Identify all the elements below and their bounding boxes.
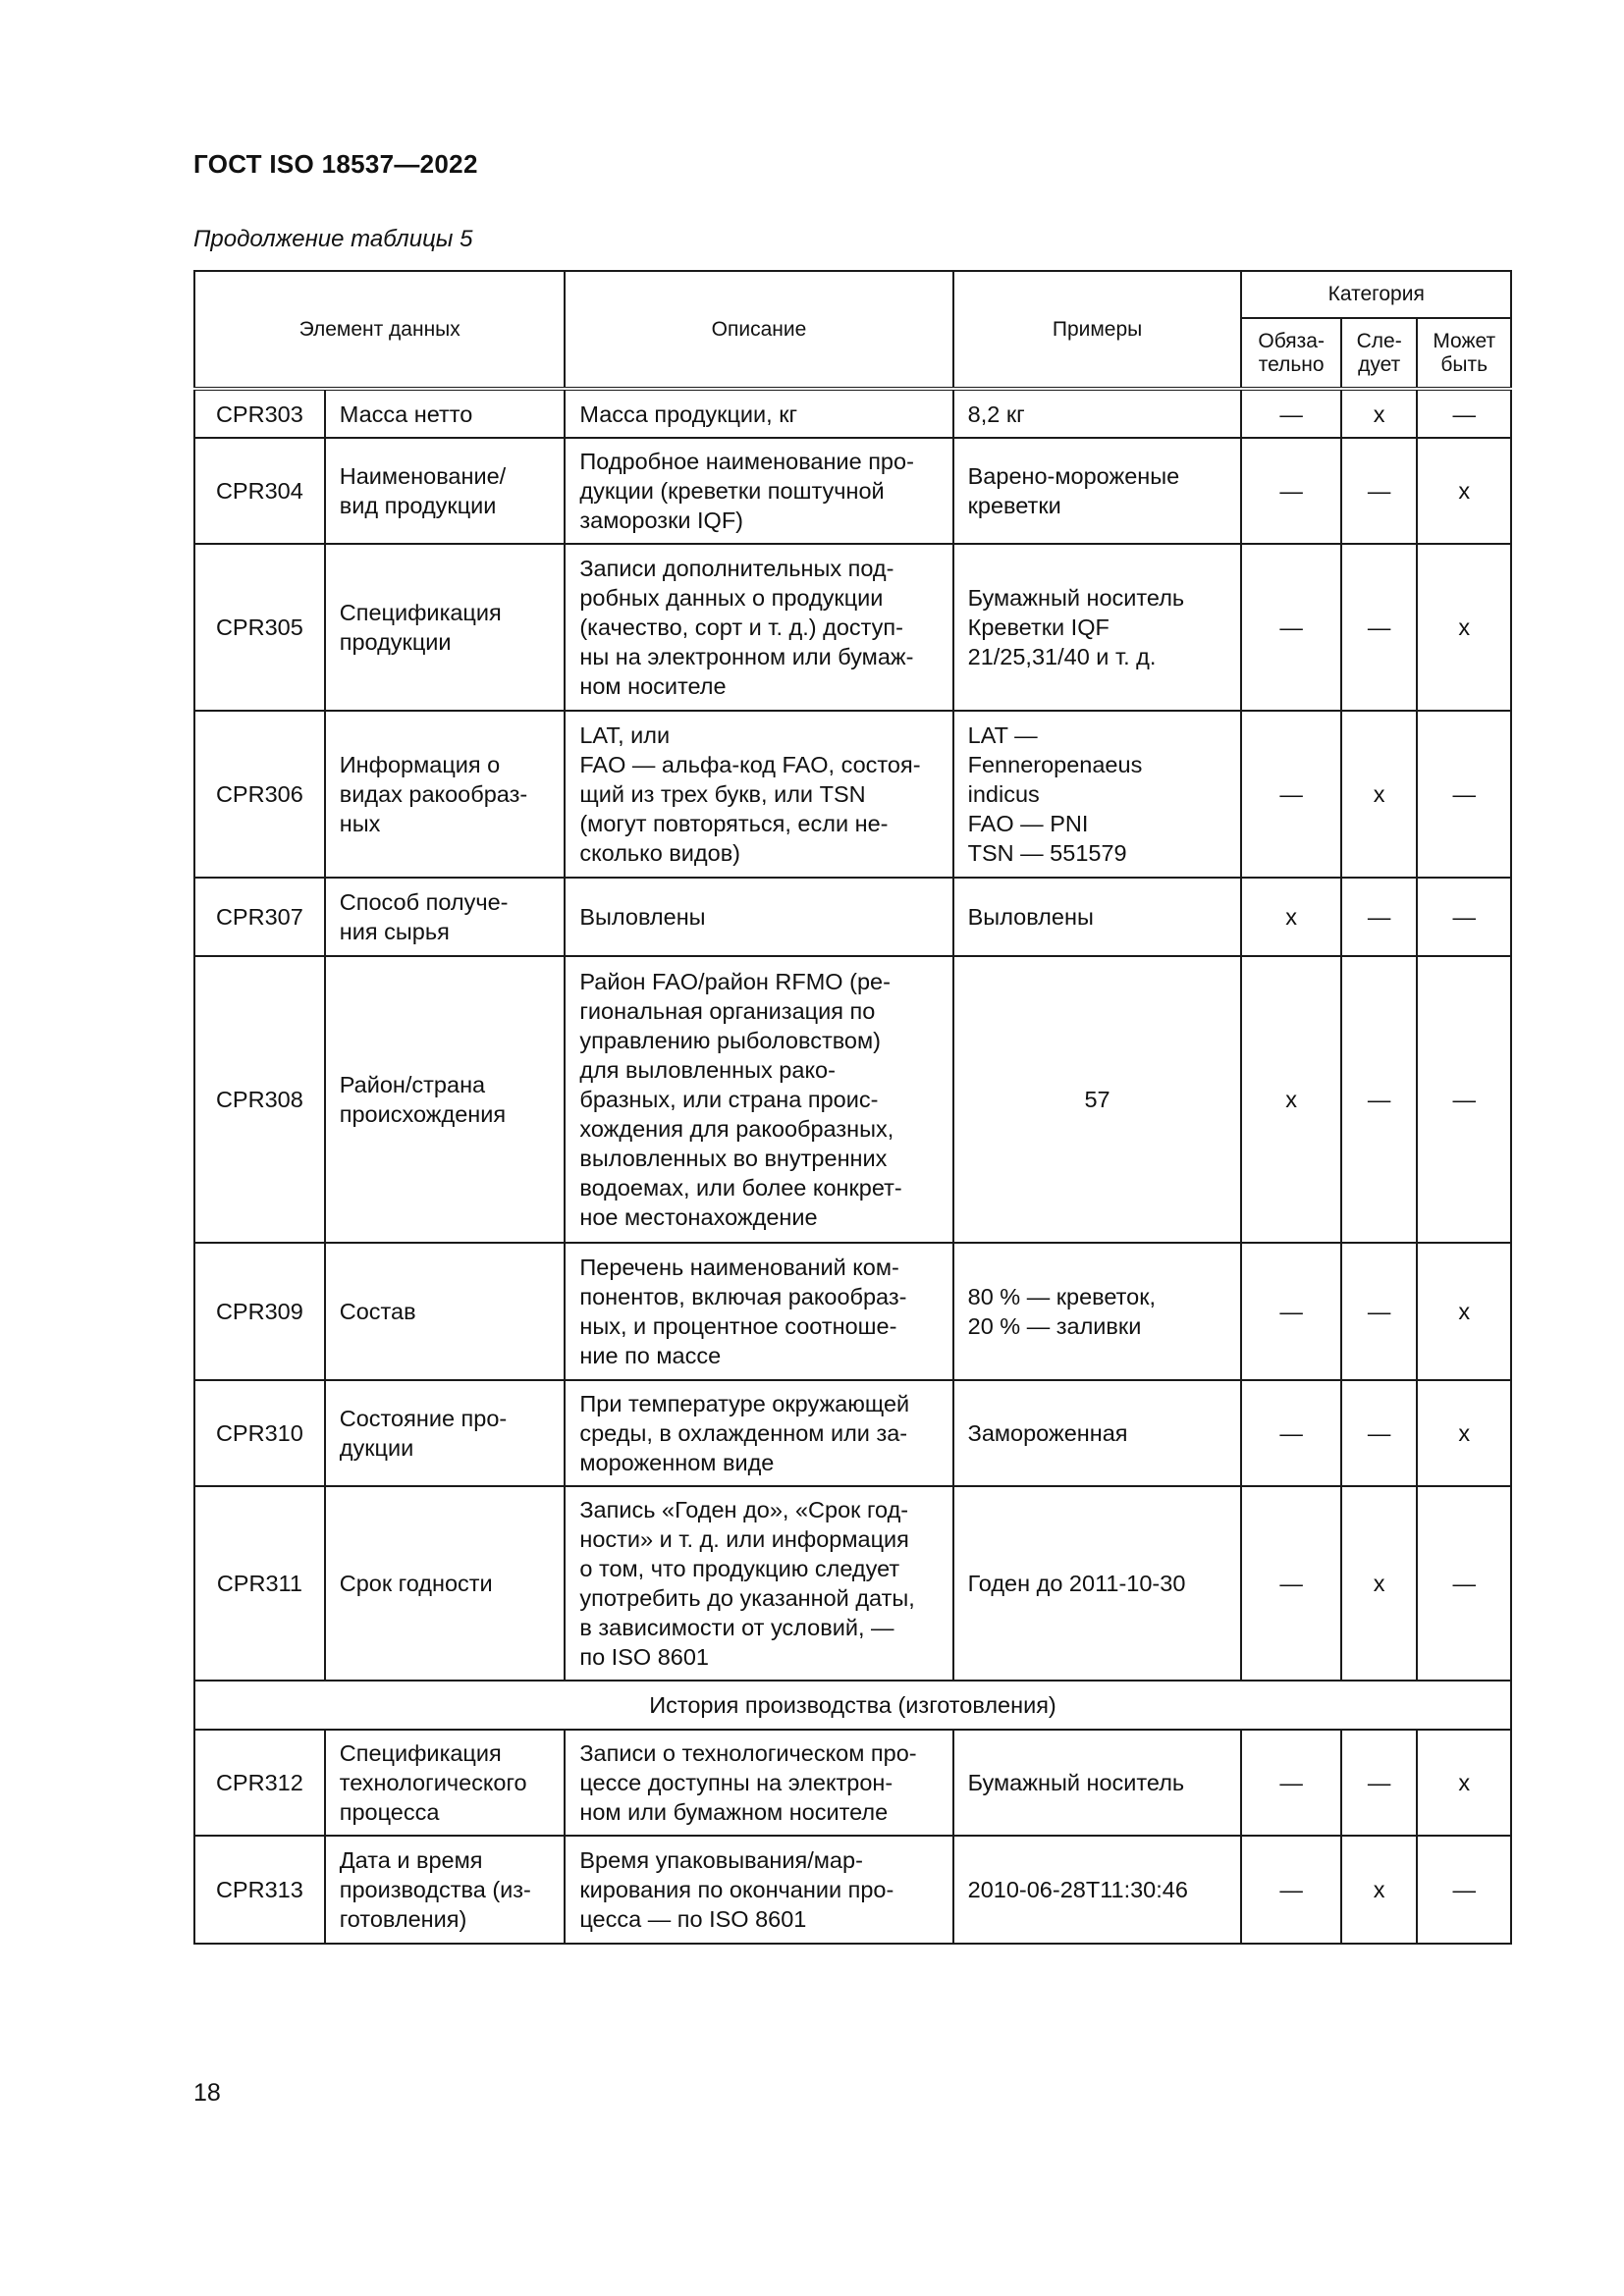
section-row <box>194 1681 1511 1730</box>
element-name: Масса нетто <box>325 389 566 438</box>
table-row <box>194 389 1511 438</box>
category-should: x <box>1341 1486 1418 1681</box>
element-name: Информация о видах ракообраз- ных <box>325 711 566 878</box>
table-row <box>194 1836 1511 1944</box>
category-should: — <box>1341 1380 1418 1486</box>
element-code: CPR307 <box>194 878 325 956</box>
element-code: CPR303 <box>194 389 325 438</box>
element-description: Подробное наименование про- дукции (креветки поштучной заморозки IQF) <box>565 438 952 544</box>
header-description: Описание <box>565 271 952 389</box>
section-title: История производства (изготовления) <box>194 1681 1511 1730</box>
element-description: Масса продукции, кг <box>565 389 952 438</box>
element-examples: Варено-мороженые креветки <box>953 438 1242 544</box>
category-mandatory: — <box>1241 711 1340 878</box>
element-description: LAT, или FAO — альфа-код FAO, состоя- щий из трех букв, или TSN (могут повторяться, если не- сколько видов) <box>565 711 952 878</box>
element-examples: 2010-06-28T11:30:46 <box>953 1836 1242 1944</box>
element-examples: Годен до 2011-10-30 <box>953 1486 1242 1681</box>
table-row <box>194 1730 1511 1836</box>
element-name: Дата и время производства (из- готовления) <box>325 1836 566 1944</box>
category-should: — <box>1341 544 1418 711</box>
category-mandatory: — <box>1241 544 1340 711</box>
header-mandatory: Обяза- тельно <box>1241 318 1340 389</box>
table-caption: Продолжение таблицы 5 <box>193 226 473 252</box>
category-may: x <box>1417 1730 1511 1836</box>
element-examples: LAT — Fenneropenaeus indicus FAO — PNI TSN — 551579 <box>953 711 1242 878</box>
table-row <box>194 438 1511 544</box>
category-should: x <box>1341 711 1418 878</box>
category-may: — <box>1417 389 1511 438</box>
element-examples: 8,2 кг <box>953 389 1242 438</box>
category-may: — <box>1417 956 1511 1243</box>
page-number: 18 <box>193 2079 221 2107</box>
element-code: CPR311 <box>194 1486 325 1681</box>
category-may: x <box>1417 1243 1511 1380</box>
element-code: CPR308 <box>194 956 325 1243</box>
header-may: Может быть <box>1417 318 1511 389</box>
element-examples: 80 % — креветок, 20 % — заливки <box>953 1243 1242 1380</box>
element-name: Спецификация продукции <box>325 544 566 711</box>
category-mandatory: — <box>1241 1836 1340 1944</box>
element-code: CPR313 <box>194 1836 325 1944</box>
category-may: — <box>1417 1836 1511 1944</box>
category-mandatory: x <box>1241 878 1340 956</box>
table-row <box>194 544 1511 711</box>
element-description: Район FAO/район RFMO (ре- гиональная организация по управлению рыболовством) для выловленных рако- бразных, или страна проис- хождения для ракообразных, выловленных во внутренних водоемах, или более конкрет- ное местонахождение <box>565 956 952 1243</box>
category-should: x <box>1341 1836 1418 1944</box>
category-should: — <box>1341 1243 1418 1380</box>
category-should: — <box>1341 956 1418 1243</box>
category-may: x <box>1417 544 1511 711</box>
element-examples: Бумажный носитель <box>953 1730 1242 1836</box>
table-row <box>194 1243 1511 1380</box>
category-mandatory: — <box>1241 438 1340 544</box>
table-body <box>194 389 1511 1944</box>
element-name: Состояние про- дукции <box>325 1380 566 1486</box>
category-may: — <box>1417 878 1511 956</box>
element-code: CPR306 <box>194 711 325 878</box>
element-name: Спецификация технологического процесса <box>325 1730 566 1836</box>
element-name: Наименование/ вид продукции <box>325 438 566 544</box>
category-may: x <box>1417 438 1511 544</box>
element-examples: 57 <box>953 956 1242 1243</box>
element-code: CPR310 <box>194 1380 325 1486</box>
header-element: Элемент данных <box>194 271 565 389</box>
header-should: Сле- дует <box>1341 318 1418 389</box>
category-mandatory: — <box>1241 389 1340 438</box>
category-should: x <box>1341 389 1418 438</box>
category-should: — <box>1341 1730 1418 1836</box>
element-code: CPR304 <box>194 438 325 544</box>
header-category: Категория <box>1241 271 1511 318</box>
element-name: Район/страна происхождения <box>325 956 566 1243</box>
data-elements-table <box>193 270 1512 1945</box>
table-row <box>194 956 1511 1243</box>
element-description: Время упаковывания/мар- кирования по окончании про- цесса — по ISO 8601 <box>565 1836 952 1944</box>
table-row <box>194 1486 1511 1681</box>
element-code: CPR309 <box>194 1243 325 1380</box>
table-row <box>194 1380 1511 1486</box>
element-code: CPR305 <box>194 544 325 711</box>
element-name: Срок годности <box>325 1486 566 1681</box>
category-may: — <box>1417 711 1511 878</box>
element-description: Выловлены <box>565 878 952 956</box>
element-description: Записи дополнительных под- робных данных о продукции (качество, сорт и т. д.) доступ- ны на электронном или бумаж- ном носителе <box>565 544 952 711</box>
element-description: Перечень наименований ком- понентов, включая ракообраз- ных, и процентное соотноше- ние по массе <box>565 1243 952 1380</box>
category-mandatory: — <box>1241 1380 1340 1486</box>
element-examples: Замороженная <box>953 1380 1242 1486</box>
table-row <box>194 711 1511 878</box>
category-may: — <box>1417 1486 1511 1681</box>
table-row <box>194 878 1511 956</box>
element-description: При температуре окружающей среды, в охлажденном или за- мороженном виде <box>565 1380 952 1486</box>
category-mandatory: — <box>1241 1730 1340 1836</box>
element-code: CPR312 <box>194 1730 325 1836</box>
element-description: Запись «Годен до», «Срок год- ности» и т. д. или информация о том, что продукцию следует употребить до указанной даты, в зависимости от условий, — по ISO 8601 <box>565 1486 952 1681</box>
category-mandatory: — <box>1241 1243 1340 1380</box>
element-description: Записи о технологическом про- цессе доступны на электрон- ном или бумажном носителе <box>565 1730 952 1836</box>
category-should: — <box>1341 438 1418 544</box>
category-should: — <box>1341 878 1418 956</box>
element-examples: Выловлены <box>953 878 1242 956</box>
category-may: x <box>1417 1380 1511 1486</box>
document-header: ГОСТ ISO 18537—2022 <box>193 149 478 179</box>
category-mandatory: x <box>1241 956 1340 1243</box>
element-examples: Бумажный носитель Креветки IQF 21/25,31/40 и т. д. <box>953 544 1242 711</box>
element-name: Способ получе- ния сырья <box>325 878 566 956</box>
header-examples: Примеры <box>953 271 1242 389</box>
element-name: Состав <box>325 1243 566 1380</box>
category-mandatory: — <box>1241 1486 1340 1681</box>
